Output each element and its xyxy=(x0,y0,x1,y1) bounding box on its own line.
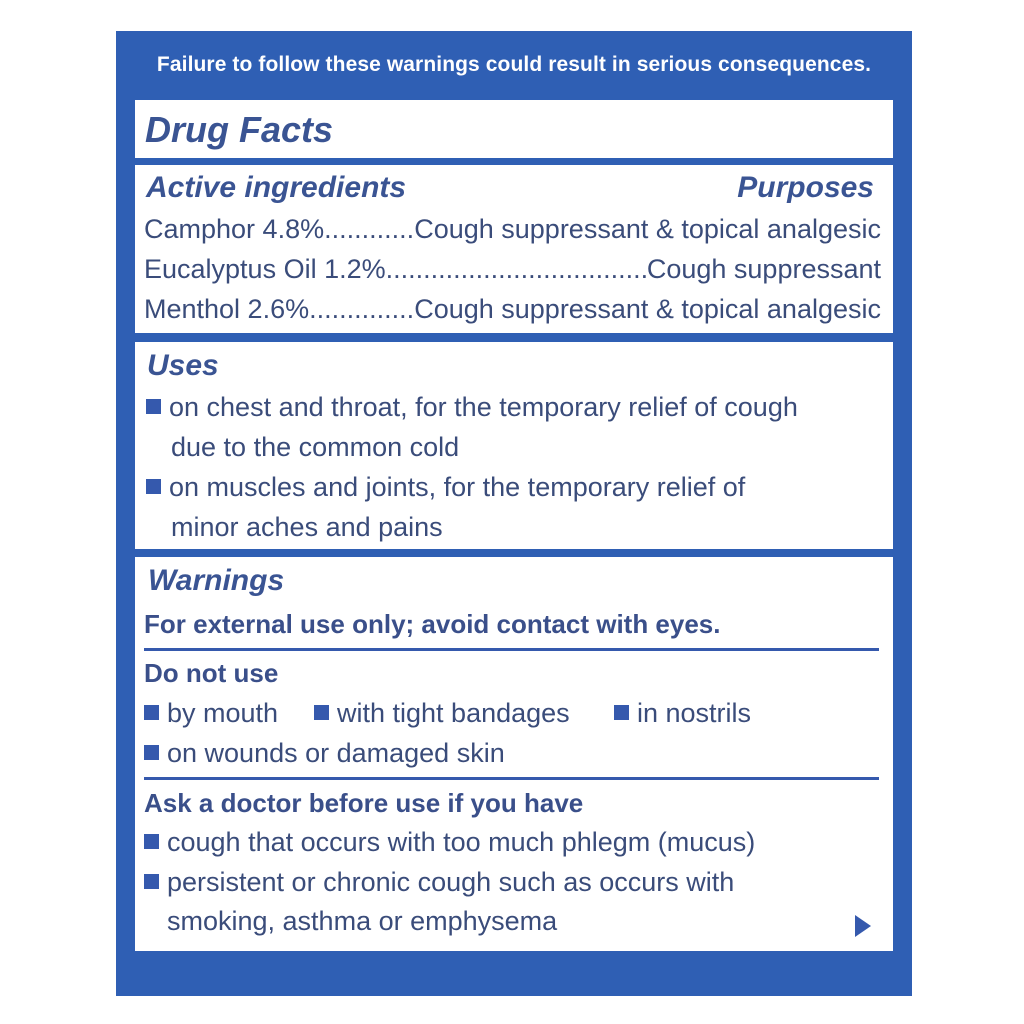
active-ingredients-box xyxy=(135,165,893,333)
purposes-heading: Purposes xyxy=(737,171,874,204)
ingredient-name: Menthol 2.6% xyxy=(144,294,310,324)
ask-doctor-item: cough that occurs with too much phlegm (mucus) xyxy=(144,827,755,858)
do-not-use-heading: Do not use xyxy=(144,658,279,688)
ingredient-name: Eucalyptus Oil 1.2% xyxy=(144,254,386,284)
ingredient-row xyxy=(144,254,881,285)
ask-doctor-heading: Ask a doctor before use if you have xyxy=(144,788,584,818)
bullet-square-icon xyxy=(144,874,159,889)
bullet-square-icon xyxy=(314,705,329,720)
ingredient-row xyxy=(144,294,881,325)
ingredient-purpose: Cough suppressant & topical analgesic xyxy=(414,214,881,244)
bullet-square-icon xyxy=(144,834,159,849)
bullet-square-icon xyxy=(146,479,161,494)
leader-dots xyxy=(324,214,414,245)
bullet-square-icon xyxy=(144,705,159,720)
drug-facts-panel xyxy=(116,31,912,996)
do-not-use-item: on wounds or damaged skin xyxy=(144,738,505,769)
active-ingredients-heading: Active ingredients xyxy=(146,171,407,204)
title-box xyxy=(135,100,893,158)
bullet-square-icon xyxy=(614,705,629,720)
warning-banner: Failure to follow these warnings could result in serious consequences. xyxy=(156,53,872,76)
drug-facts-title: Drug Facts xyxy=(145,109,334,150)
bullet-square-icon xyxy=(146,399,161,414)
uses-box xyxy=(135,342,893,549)
ingredient-purpose: Cough suppressant & topical analgesic xyxy=(414,294,881,324)
ingredient-row xyxy=(144,214,881,245)
continue-arrow-icon xyxy=(855,915,871,937)
uses-item-continuation: minor aches and pains xyxy=(171,512,443,542)
bullet-square-icon xyxy=(144,745,159,760)
section-divider xyxy=(144,648,879,651)
uses-item: on muscles and joints, for the temporary relief of xyxy=(146,472,745,503)
uses-item: on chest and throat, for the temporary relief of cough xyxy=(146,392,798,423)
ask-doctor-item-continuation: smoking, asthma or emphysema xyxy=(167,906,558,936)
external-use-warning: For external use only; avoid contact with eyes. xyxy=(144,609,721,639)
uses-item-continuation: due to the common cold xyxy=(171,432,460,462)
ask-doctor-item: persistent or chronic cough such as occurs with xyxy=(144,867,734,898)
warnings-heading: Warnings xyxy=(148,564,285,597)
do-not-use-item: in nostrils xyxy=(614,698,751,729)
warnings-box xyxy=(135,557,893,951)
do-not-use-item: by mouth xyxy=(144,698,278,729)
uses-heading: Uses xyxy=(147,349,219,382)
section-divider xyxy=(144,777,879,780)
ingredient-purpose: Cough suppressant xyxy=(646,254,881,284)
ingredient-name: Camphor 4.8% xyxy=(144,214,325,244)
do-not-use-item: with tight bandages xyxy=(314,698,570,729)
leader-dots xyxy=(386,254,647,285)
leader-dots xyxy=(309,294,414,325)
